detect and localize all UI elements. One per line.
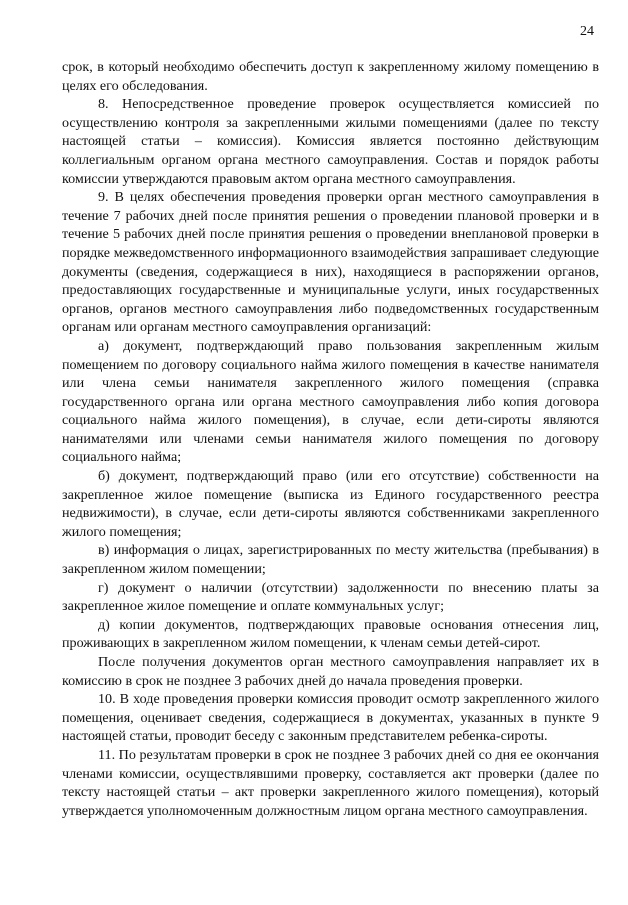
- paragraph-subitem-b: б) документ, подтверждающий право (или его отсутствие) собственности на закрепленное жилое помещение (выписка из Единого государственного реестра недвижимости), в случае, если дети-сироты являются собственниками закрепленного жилого помещения;: [62, 468, 599, 540]
- paragraph-item-11: 11. По результатам проверки в срок не позднее 3 рабочих дней со дня ее окончания членами комиссии, осуществлявшими проверку, составляется акт проверки (далее по тексту настоящей статьи – акт проверки закрепленного жилого помещения), который утверждается уполномоченным должностным лицом органа местного самоуправления.: [62, 746, 599, 819]
- paragraph-subitem-a: а) документ, подтверждающий право пользования закрепленным жилым помещением по договору социального найма жилого помещения в качестве нанимателя или члена семьи нанимателя закрепленного жилого помещения (справка государственного органа или органа местного самоуправления либо копия договора социального найма жилого помещения), в случае, если дети-сироты являются нанимателями или членами семьи нанимателя жилого помещения по договору социального найма;: [62, 337, 599, 466]
- paragraph-subitem-g: г) документ о наличии (отсутствии) задолженности по внесению платы за закрепленное жилое помещение и оплате коммунальных услуг;: [62, 579, 599, 615]
- paragraph-item-9: 9. В целях обеспечения проведения проверки орган местного самоуправления в течение 7 рабочих дней после принятия решения о проведении плановой проверки и в течение 5 рабочих дней после принятия решения о проведении внеплановой проверки в порядке межведомственного информационного взаимодействия запрашивает следующие документы (сведения, содержащиеся в них), находящиеся в распоряжении органов, предоставляющих государственные и муниципальные услуги, иных государственных органов, органов местного самоуправления либо подведомственных государственным органам или органам местного самоуправления организаций:: [62, 189, 599, 336]
- page-number: 24: [580, 24, 594, 39]
- page-body: [62, 58, 599, 820]
- paragraph-subitem-v: в) информация о лицах, зарегистрированных по месту жительства (пребывания) в закрепленном жилом помещении;: [62, 542, 599, 578]
- paragraph-after-documents: После получения документов орган местного самоуправления направляет их в комиссию в срок не позднее 3 рабочих дней до начала проведения проверки.: [62, 654, 599, 689]
- paragraph-continuation: срок, в который необходимо обеспечить доступ к закрепленному жилому помещению в целях его обследования.: [62, 59, 599, 94]
- paragraph-item-10: 10. В ходе проведения проверки комиссия проводит осмотр закрепленного жилого помещения, оценивает сведения, содержащиеся в документах, указанных в пункте 9 настоящей статьи, проводит беседу с законным представителем ребенка-сироты.: [62, 691, 599, 745]
- paragraph-item-8: 8. Непосредственное проведение проверок осуществляется комиссией по осуществлению контроля за закрепленными жилыми помещениями (далее по тексту настоящей статьи – комиссия). Комиссия является постоянно действующим коллегиальным органом органа местного самоуправления. Состав и порядок работы комиссии утверждаются правовым актом органа местного самоуправления.: [62, 96, 599, 187]
- paragraph-subitem-d: д) копии документов, подтверждающих правовые основания отнесения лиц, проживающих в закрепленном жилом помещении, к членам семьи детей-сирот.: [62, 616, 599, 652]
